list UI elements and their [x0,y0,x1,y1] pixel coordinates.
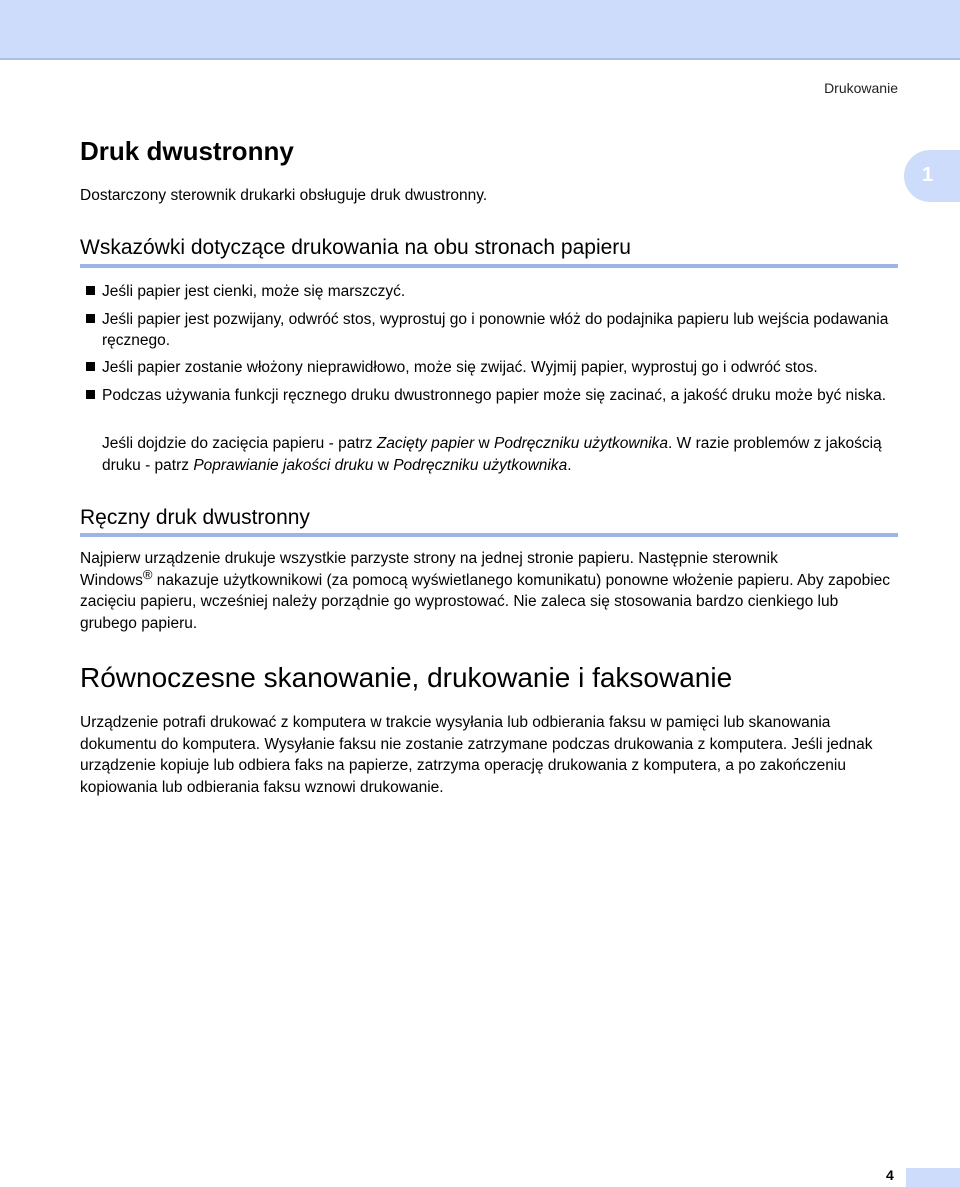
heading-rule [80,533,898,537]
section-title-tips: Wskazówki dotyczące drukowania na obu stronach papieru [80,236,631,259]
chapter-number: 1 [922,164,934,186]
section-title-simultaneous: Równoczesne skanowanie, drukowanie i faksowanie [80,662,733,693]
list-item: Jeśli papier jest pozwijany, odwróć stos, wyprostuj go i ponownie włóż do podajnika papieru lub wejścia podawania ręcznego. [80,309,898,351]
bullet-square-icon [86,286,95,295]
ref-paper-jam: Zacięty papier [376,435,475,452]
simultaneous-paragraph: Urządzenie potrafi drukować z komputera w trakcie wysyłania lub odbierania faksu w pamięci lub skanowania dokumentu do komputera. Wysyłanie faksu nie zostanie zatrzymane podczas drukowania z komputera. Jeśli jednak urządzenie kopiuje lub odbiera faks na papierze, zatrzyma operację drukowania z komputera, a po zakończeniu kopiowania lub odbierania faksu wznowi drukowanie. [80,714,873,796]
list-item: Jeśli papier jest cienki, może się marszczyć. [80,281,898,302]
manual-duplex-paragraph: Najpierw urządzenie drukuje wszystkie parzyste strony na jednej stronie papieru. Następnie sterownik Windows® nakazuje użytkownikowi (za pomocą wyświetlanego komunikatu) ponowne włożenie papieru. Aby zapobiec zacięciu papieru, wcześniej należy porządnie go wyprostować. Nie zaleca się stosowania bardzo cienkiego lub grubego papieru. [80,550,891,632]
intro-paragraph: Dostarczony sterownik drukarki obsługuje druk dwustronny. [80,187,488,204]
ref-print-quality: Poprawianie jakości druku [193,456,374,474]
registered-mark: ® [142,566,153,582]
bullet-square-icon [86,314,95,323]
top-header-band [0,0,960,60]
running-header: Drukowanie [824,80,898,96]
footer-band [906,1168,960,1187]
page-number: 4 [886,1167,894,1183]
jam-note-paragraph: Jeśli dojdzie do zacięcia papieru - patrz Zacięty papier w Podręczniku użytkownika. W razie problemów z jakością druku - patrz Poprawianie jakości druku w Podręczniku użytkownika. [102,435,882,474]
chapter-tab [904,150,960,202]
list-item: Jeśli papier zostanie włożony nieprawidłowo, może się zwijać. Wyjmij papier, wyprostuj go i odwróć stos. [80,357,898,378]
list-item: Podczas używania funkcji ręcznego druku dwustronnego papier może się zacinać, a jakość druku może być niska. [80,385,898,406]
bullet-square-icon [86,390,95,399]
ref-user-guide: Podręczniku użytkownika [494,435,669,452]
section-title-manual-duplex: Ręczny druk dwustronny [80,506,310,529]
ref-user-guide: Podręczniku użytkownika [393,456,568,474]
heading-rule [80,264,898,268]
section-title-duplex: Druk dwustronny [80,136,294,166]
bullet-square-icon [86,362,95,371]
